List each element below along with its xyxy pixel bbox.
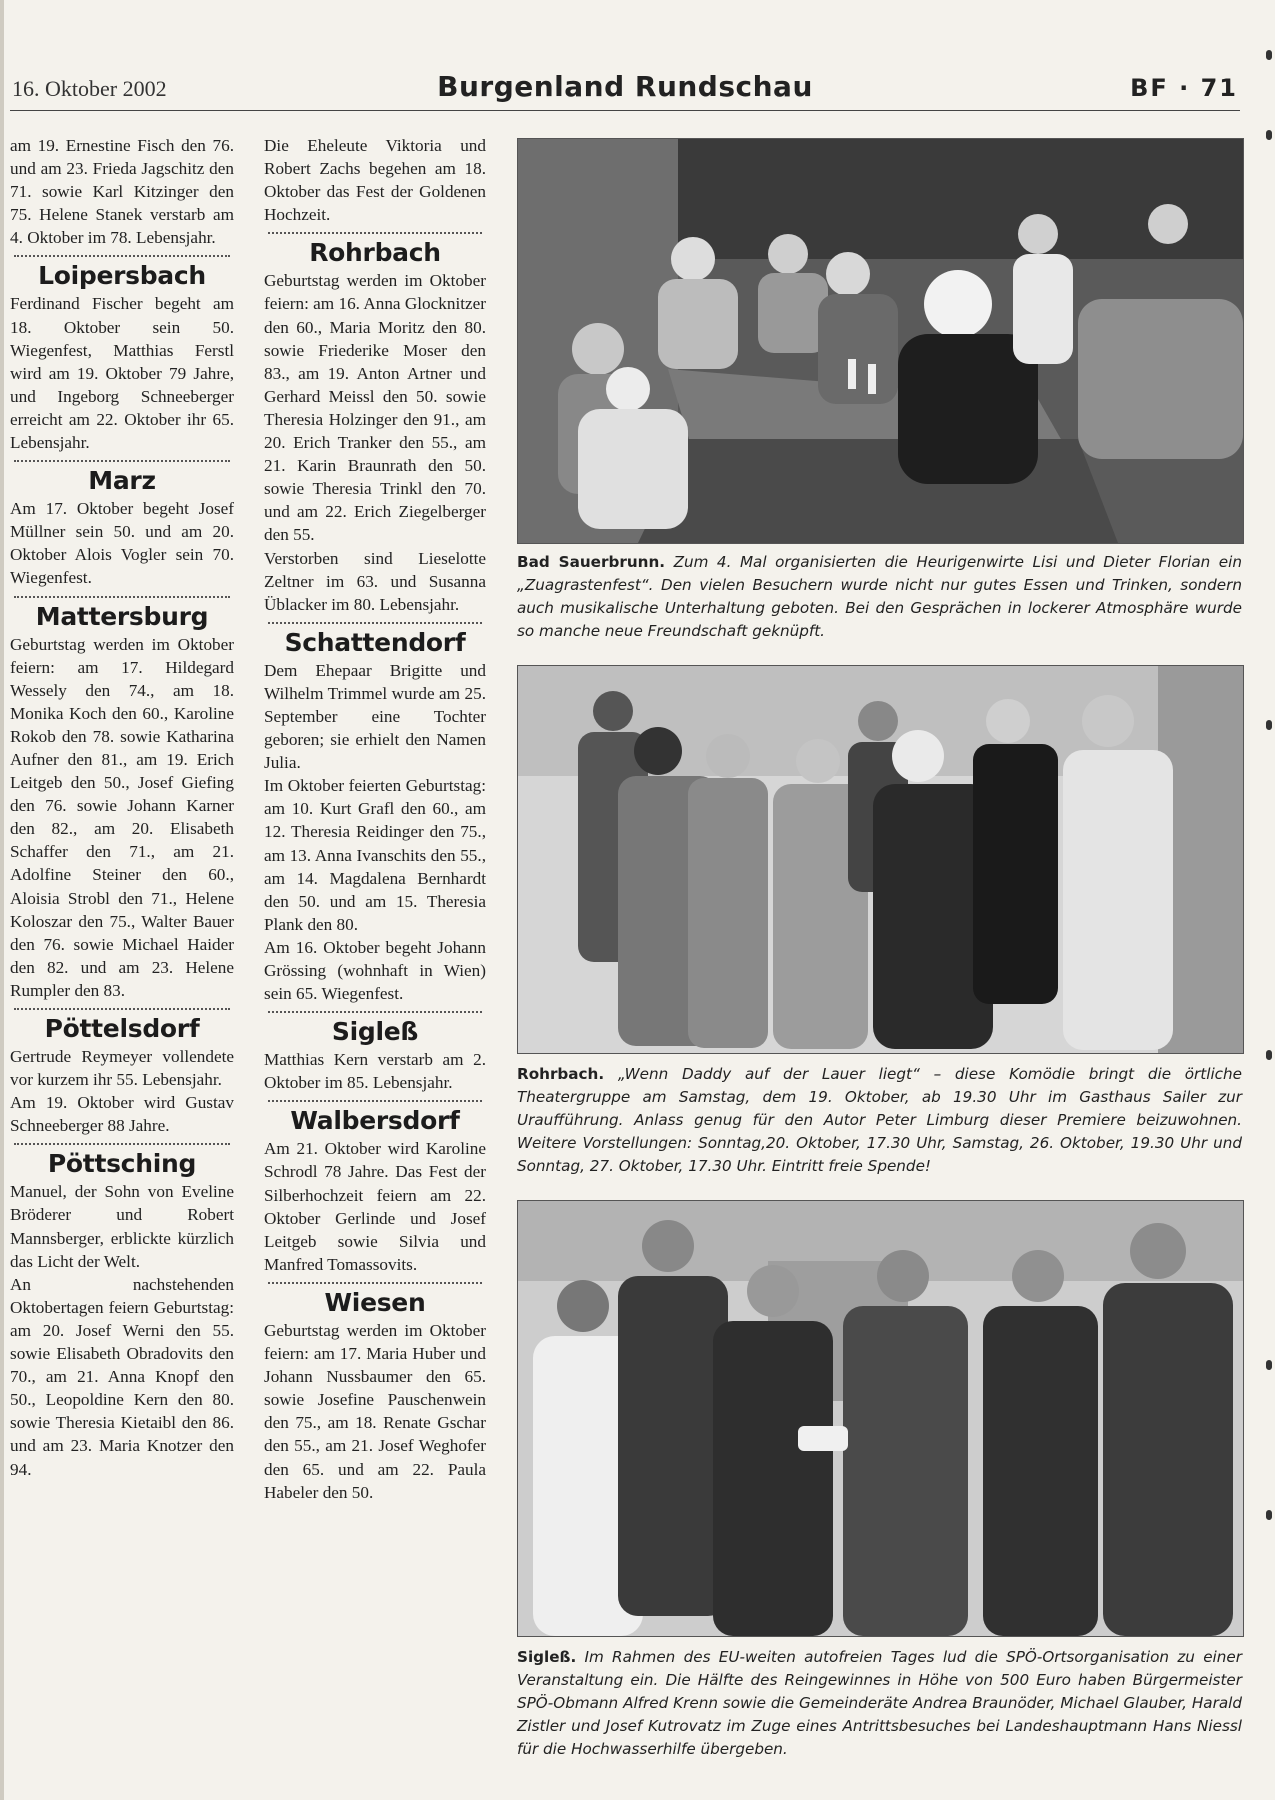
article-text: An nachstehenden Oktobertagen feiern Geburtstag: am 20. Josef Werni den 55. sowie Elisabeth Obradovits den 70., am 21. Anna Knopf den 50., Leopoldine Kern den 80. sowie Theresia Kietaibl den 86. und am 23. Maria Knotzer den 94. — [10, 1274, 234, 1479]
dotted-separator — [14, 596, 230, 598]
article-text: Geburtstag werden im Oktober feiern: am 17. Hildegard Wessely den 74., am 18. Monika Koch den 60., Karoline Rokob den 78. sowie Katharina Aufner den 81., am 19. Erich Leitgeb den 50., Josef Giefing den 76. sowie Johann Karner den 82., am 20. Elisabeth Schaffer den 71., am 21. Adolfine Steiner den 60., Aloisia Strobl den 71., Helene Koloszar den 75., Walter Bauer den 76. sowie Michael Haider den 82. und am 23. Helene Rumpler den 83. — [10, 634, 234, 1000]
scan-edge — [0, 0, 4, 1800]
dotted-separator — [14, 460, 230, 462]
section-heading-walbersdorf: Walbersdorf — [290, 1106, 460, 1136]
dotted-separator — [268, 232, 482, 234]
section-heading-loipersbach: Loipersbach — [38, 261, 206, 291]
dotted-separator — [268, 622, 482, 624]
article-text: Verstorben sind Lieselotte Zeltner im 63. und Susanna Üblacker im 80. Lebensjahr. — [264, 548, 486, 614]
section-heading-schattendorf: Schattendorf — [284, 627, 466, 657]
scan-mark — [1266, 130, 1272, 140]
photo-caption — [517, 1063, 1242, 1178]
article-text: Geburtstag werden im Oktober feiern: am 17. Maria Huber und Johann Nussbaumer den 65. sowie Josefine Pauschenwein den 75., am 18. Renate Gschar den 55., am 21. Josef Weghofer den 65. und am 22. Paula Habeler den 50. — [264, 1320, 486, 1502]
section-heading-wiesen: Wiesen — [324, 1287, 426, 1317]
article-text: Gertrude Reymeyer vollendete vor kurzem ihr 55. Lebensjahr. — [10, 1047, 234, 1090]
caption-place: Rohrbach. — [517, 1065, 605, 1083]
section-heading-poettsching: Pöttsching — [47, 1149, 197, 1179]
page-header — [10, 68, 1240, 111]
article-text: Geburtstag werden im Oktober feiern: am 16. Anna Glocknitzer den 60., Maria Moritz den 80. sowie Friederike Moser den 83., am 19. Anton Artner und Gerhard Meissl den 50. sowie Theresia Holzinger den 91., am 20. Erich Tranker den 55., am 21. Karin Braunrath den 50. sowie Theresia Trinkl den 70. und am 22. Erich Ziegelberger den 55. — [264, 271, 486, 545]
newspaper-title: Burgenland Rundschau — [437, 70, 813, 103]
dotted-separator — [14, 1143, 230, 1145]
photo-festival-table — [517, 138, 1244, 544]
photo-official-handover — [517, 1200, 1244, 1637]
photo-caption — [517, 1646, 1242, 1761]
article-text: Ferdinand Fischer begeht am 18. Oktober sein 50. Wiegenfest, Matthias Ferstl wird am 19. Oktober 79 Jahre, und Ingeborg Schneeberger erreicht am 22. Oktober ihr 65. Lebensjahr. — [10, 294, 234, 453]
scan-mark — [1266, 720, 1272, 730]
photo-theater-image — [518, 666, 1243, 1053]
article-text: Manuel, der Sohn von Eveline Bröderer und Robert Mannsberger, erblickte kürzlich das Licht der Welt. — [10, 1182, 234, 1271]
caption-place: Sigleß. — [517, 1648, 577, 1666]
section-heading-poettelsdorf: Pöttelsdorf — [44, 1014, 200, 1043]
photo-theater-group — [517, 665, 1244, 1054]
article-text: Am 16. Oktober begeht Johann Grössing (wohnhaft in Wien) sein 65. Wiegenfest. — [264, 937, 486, 1004]
text-column-1 — [10, 134, 234, 1481]
article-text: Matthias Kern verstarb am 2. Oktober im 85. Lebensjahr. — [264, 1050, 486, 1093]
dotted-separator — [14, 255, 230, 257]
scan-mark — [1266, 50, 1272, 60]
photo-caption — [517, 551, 1242, 643]
scan-mark — [1266, 1360, 1272, 1370]
section-heading-mattersburg: Mattersburg — [35, 601, 209, 631]
dotted-separator — [268, 1011, 482, 1013]
caption-text: Im Rahmen des EU-weiten autofreien Tages lud die SPÖ-Ortsorganisation zu einer Veranstaltung ein. Die Hälfte des Reingewinnes in Höhe von 500 Euro haben Bürgermeister SPÖ-Obmann Alfred Krenn sowie die Gemeinderäte Andrea Braunöder, Michael Glauber, Harald Zistler und Josef Kutrovatz im Zuge eines Antrittsbesuches bei Landeshauptmann Hans Niessl für die Hochwasserhilfe übergeben. — [517, 1648, 1242, 1758]
section-heading-rohrbach: Rohrbach — [309, 238, 441, 268]
scan-mark — [1266, 1510, 1272, 1520]
text-column-2 — [264, 134, 486, 1504]
article-text: Die Eheleute Viktoria und Robert Zachs begehen am 18. Oktober das Fest der Goldenen Hochzeit. — [264, 136, 486, 225]
dotted-separator — [14, 1008, 230, 1010]
caption-place: Bad Sauerbrunn. — [517, 553, 666, 571]
section-heading-sigless: Sigleß — [331, 1017, 419, 1047]
article-text: Im Oktober feierten Geburtstag: am 10. Kurt Grafl den 60., am 12. Theresia Reidinger den 75., am 13. Anna Ivanschits den 55., am 14. Magdalena Bernhardt den 50. und am 15. Theresia Plank den 80. — [264, 776, 486, 934]
scan-margin-marks — [1261, 0, 1275, 1800]
article-text: Am 19. Oktober wird Gustav Schneeberger 88 Jahre. — [10, 1093, 234, 1136]
caption-text: „Wenn Daddy auf der Lauer liegt“ – diese Komödie bringt die örtliche Theatergruppe am Samstag, dem 19. Oktober, ab 19.30 Uhr im Gasthaus Sailer zur Uraufführung. Anlass genug für den Autor Peter Limburg dieser Premiere beizuwohnen. Weitere Vorstellungen: Sonntag,20. Oktober, 17.30 Uhr, Samstag, 26. Oktober, 19.30 Uhr und Sonntag, 27. Oktober, 17.30 Uhr. Eintritt freie Spende! — [517, 1065, 1243, 1175]
article-text: Dem Ehepaar Brigitte und Wilhelm Trimmel wurde am 25. September eine Tochter geboren; sie erhielt den Namen Julia. — [264, 660, 486, 773]
dotted-separator — [268, 1100, 482, 1102]
issue-date: 16. Oktober 2002 — [12, 76, 167, 101]
scan-mark — [1266, 1050, 1272, 1060]
photo-handover-image — [518, 1201, 1243, 1636]
article-text: Am 21. Oktober wird Karoline Schrodl 78 Jahre. Das Fest der Silberhochzeit feiern am 22. Oktober Gerlinde und Josef Leitgeb sowie Silvia und Manfred Tomassovits. — [264, 1139, 486, 1274]
article-text: am 19. Ernestine Fisch den 76. und am 23. Frieda Jagschitz den 71. sowie Karl Kitzinger den 75. Helene Stanek verstarb am 4. Oktober im 78. Lebensjahr. — [10, 136, 234, 248]
caption-text: Zum 4. Mal organisierten die Heurigenwirte Lisi und Dieter Florian ein „Zuagrastenfest“. Den vielen Besuchern wurde nicht nur gutes Essen und Trinken, sondern auch musikalische Unterhaltung geboten. Bei den Gesprächen in lockerer Atmosphäre wurde so manche neue Freundschaft geknüpft. — [517, 553, 1242, 640]
page-number: BF · 71 — [1130, 74, 1238, 102]
photo-festival-image — [518, 139, 1243, 543]
dotted-separator — [268, 1282, 482, 1284]
article-text: Am 17. Oktober begeht Josef Müllner sein 50. und am 20. Oktober Alois Vogler sein 70. Wiegenfest. — [10, 499, 234, 588]
section-heading-marz: Marz — [88, 466, 156, 496]
